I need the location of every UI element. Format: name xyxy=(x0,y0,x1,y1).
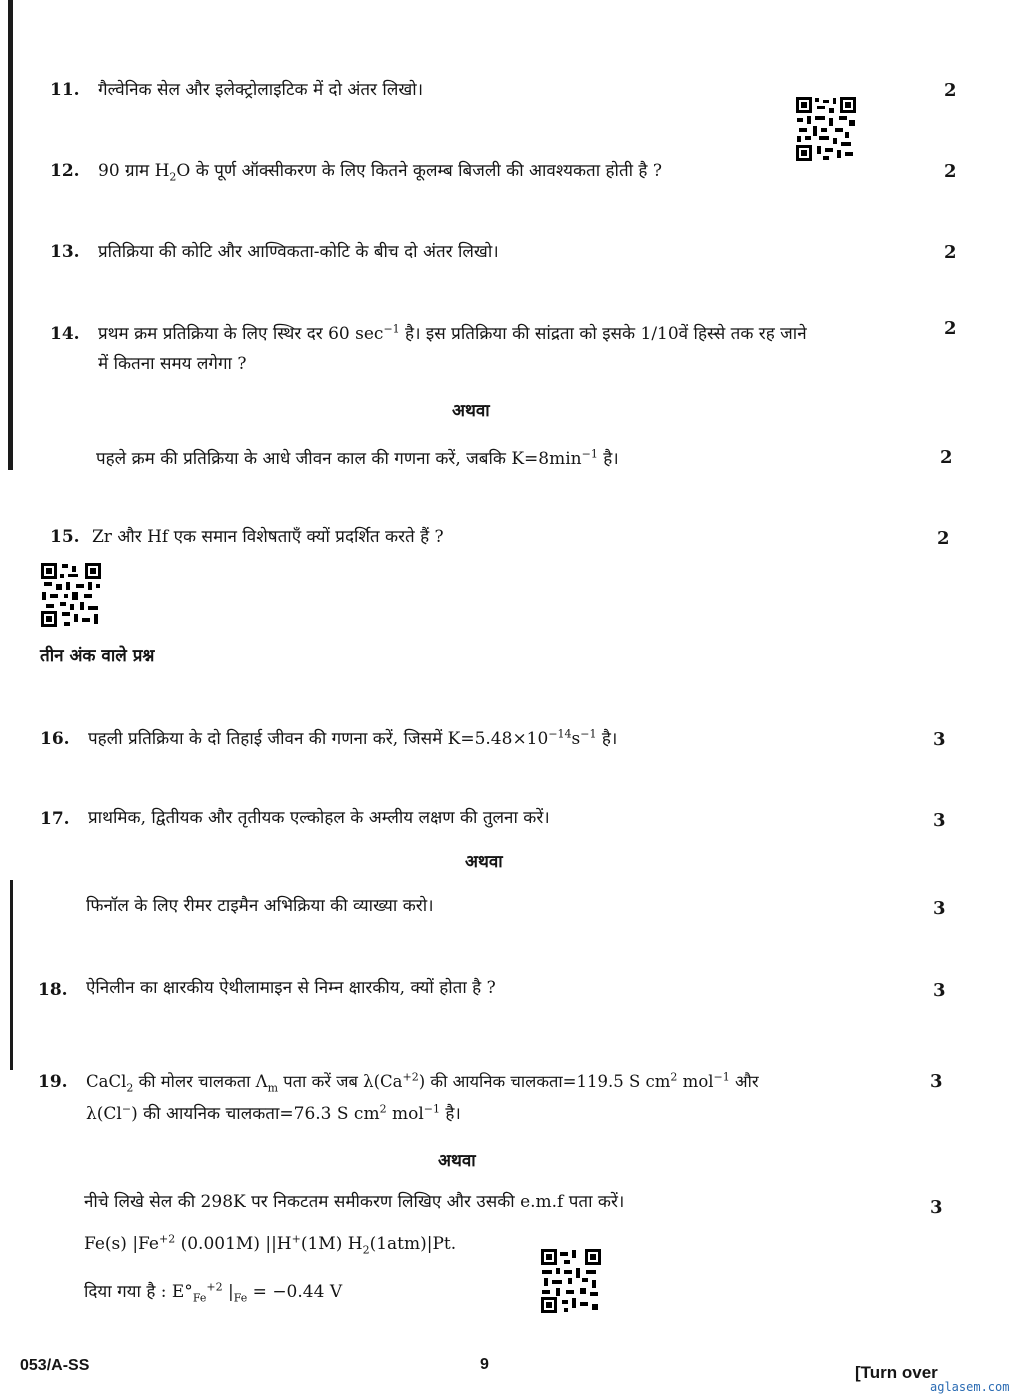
question-marks: 2 xyxy=(940,447,953,468)
question-marks: 2 xyxy=(944,161,957,182)
question-text: पहले क्रम की प्रतिक्रिया के आधे जीवन काल की गणना करें, जबकि $K=8\min^{-1}$ है। xyxy=(96,447,619,469)
page-edge-bottom xyxy=(10,880,13,1070)
question-text: 90 ग्राम $H_2O$ के पूर्ण ऑक्सीकरण के लिए कितने कूलम्ब बिजली की आवश्यकता होती है ? xyxy=(98,161,662,184)
section-heading: तीन अंक वाले प्रश्न xyxy=(40,646,155,666)
question-marks: 3 xyxy=(930,1197,943,1218)
question-number: 17. xyxy=(40,809,70,829)
question-marks: 3 xyxy=(933,898,946,919)
question-number: 12. xyxy=(50,161,80,181)
question-marks: 3 xyxy=(933,980,946,1001)
question-text: प्राथमिक, द्वितीयक और तृतीयक एल्कोहल के अम्लीय लक्षण की तुलना करें। xyxy=(88,808,550,828)
or-heading: अथवा xyxy=(465,852,503,872)
or-heading: अथवा xyxy=(452,401,490,421)
question-number: 13. xyxy=(50,242,80,262)
page-number: 9 xyxy=(480,1356,489,1373)
given-value: दिया गया है : $E^\circ_{Fe}^{+2}$ $|_{Fe} = -0.44$ V xyxy=(84,1280,343,1305)
question-marks: 2 xyxy=(944,80,957,101)
qr-code-icon xyxy=(795,96,857,162)
question-number: 18. xyxy=(38,980,68,1000)
question-text: Zr और Hf एक समान विशेषताएँ क्यों प्रदर्शित करते हैं ? xyxy=(92,527,444,547)
qr-code-icon xyxy=(40,562,102,628)
question-text: पहली प्रतिक्रिया के दो तिहाई जीवन की गणना करें, जिसमें $K=5.48\times 10^{-14}s^{-1}$ है। xyxy=(88,727,618,749)
question-marks: 2 xyxy=(944,318,957,339)
question-number: 11. xyxy=(50,80,80,100)
question-marks: 3 xyxy=(930,1071,943,1092)
watermark: aglasem.com xyxy=(930,1380,1010,1394)
or-heading: अथवा xyxy=(438,1151,476,1171)
question-text: प्रतिक्रिया की कोटि और आण्विकता-कोटि के बीच दो अंतर लिखो। xyxy=(98,242,499,262)
question-number: 19. xyxy=(38,1072,68,1092)
cell-notation: Fe(s) $|Fe^{+2}$ (0.001M) ||H+(1M) $H_2(1atm)|Pt$. xyxy=(84,1232,457,1257)
turn-over-label: [Turn over xyxy=(855,1363,938,1382)
question-marks: 3 xyxy=(933,810,946,831)
question-marks: 2 xyxy=(944,242,957,263)
question-text: गैल्वेनिक सेल और इलेक्ट्रोलाइटिक में दो अंतर लिखो। xyxy=(98,80,424,100)
question-number: 15. xyxy=(50,527,80,547)
question-marks: 3 xyxy=(933,729,946,750)
paper-code: 053/A-SS xyxy=(20,1357,90,1374)
question-marks: 2 xyxy=(937,528,950,549)
question-text: फिनॉल के लिए रीमर टाइमैन अभिक्रिया की व्याख्या करो। xyxy=(86,896,434,916)
question-number: 16. xyxy=(40,729,70,749)
qr-code-icon xyxy=(540,1248,602,1314)
question-text-line: में कितना समय लगेगा ? xyxy=(98,354,247,374)
question-text: ऐनिलीन का क्षारकीय ऐथीलामाइन से निम्न क्षारकीय, क्यों होता है ? xyxy=(86,978,496,998)
question-text: नीचे लिखे सेल की 298K पर निकटतम समीकरण लिखिए और उसकी e.m.f पता करें। xyxy=(84,1192,625,1212)
question-text: प्रथम क्रम प्रतिक्रिया के लिए स्थिर दर 60 $\sec^{-1}$ है। इस प्रतिक्रिया की सांद्रता को इसके 1/10वें हिस्से तक रह जाने xyxy=(98,322,807,344)
question-text: CaCl$_2$ की मोलर चालकता $\Lambda_m$ पता करें जब $\lambda(Ca^{+2})$ की आयनिक चालकता=119.5 S $cm^2$ mol$^{-1}$ और xyxy=(86,1070,759,1095)
page-edge-top xyxy=(8,0,13,470)
question-number: 14. xyxy=(50,324,80,344)
question-text-line: λ(Cl−) की आयनिक चालकता=76.3 S $cm^2$ mol$^{-1}$ है। xyxy=(86,1102,461,1124)
